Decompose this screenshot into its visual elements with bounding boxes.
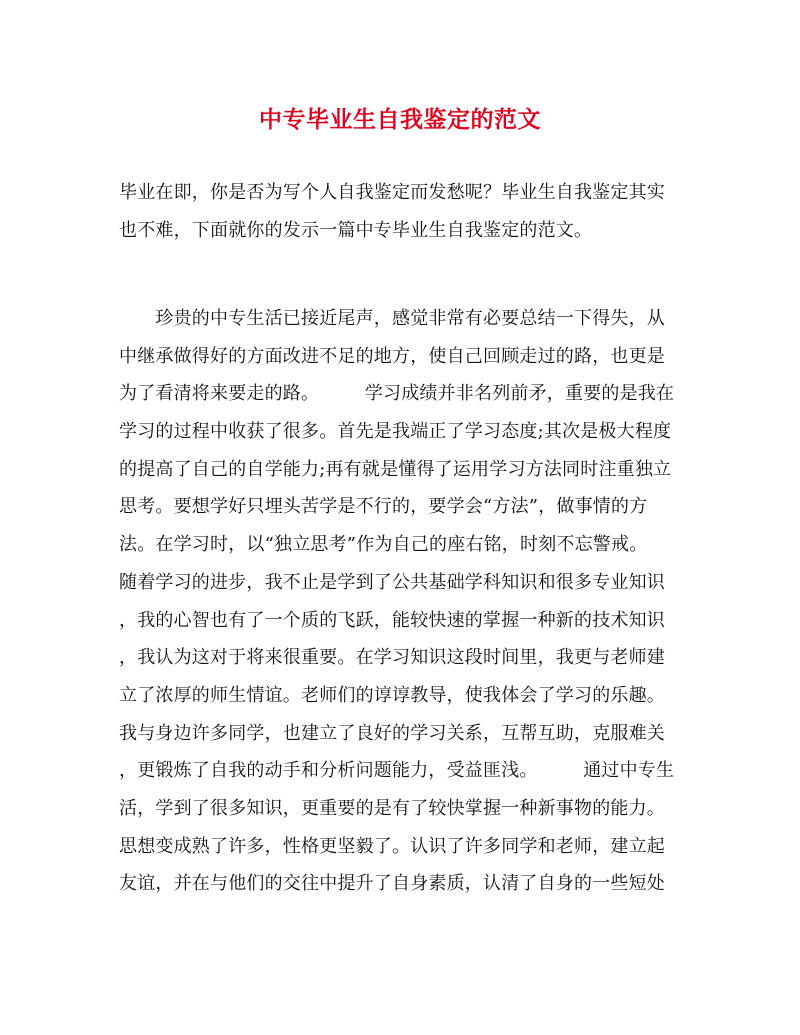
paragraph-line: 随着学习的进步，我不止是学到了公共基础学科知识和很多专业知识: [119, 571, 665, 593]
paragraph-line: 学习的过程中收获了很多。首先是我端正了学习态度;其次是极大程度: [119, 421, 672, 443]
paragraph-line: ，我认为这对于将来很重要。在学习知识这段时间里，我更与老师建: [119, 647, 665, 669]
paragraph-line: 为了看清将来要走的路。 学习成绩并非名列前矛，重要的是我在: [119, 383, 675, 405]
intro-paragraph: [119, 174, 684, 249]
paragraph-line: 活，学到了很多知识，更重要的是有了较快掌握一种新事物的能力。: [119, 797, 665, 819]
paragraph-line: 毕业在即，你是否为写个人自我鉴定而发愁呢？毕业生自我鉴定其实: [119, 182, 665, 203]
paragraph-line: ，更锻炼了自我的动手和分析问题能力，受益匪浅。 通过中专生: [119, 760, 675, 782]
paragraph-line: ，我的心智也有了一个质的飞跃，能较快速的掌握一种新的技术知识: [119, 609, 665, 631]
paragraph-line: 的提高了自己的自学能力;再有就是懂得了运用学习方法同时注重独立: [119, 458, 672, 480]
paragraph-line: 思考。要想学好只埋头苦学是不行的，要学会“方法”，做事情的方: [119, 496, 648, 518]
paragraph-line: 立了浓厚的师生情谊。老师们的谆谆教导，使我体会了学习的乐趣。: [119, 684, 665, 706]
paragraph-line: 我与身边许多同学，也建立了良好的学习关系，互帮互助，克服难关: [119, 722, 665, 744]
body-paragraph: [119, 300, 684, 903]
paragraph-line: 思想变成熟了许多，性格更坚毅了。认识了许多同学和老师，建立起: [119, 835, 665, 857]
paragraph-line: 珍贵的中专生活已接近尾声，感觉非常有必要总结一下得失，从: [119, 308, 665, 329]
page-title: 中专毕业生自我鉴定的范文: [259, 106, 541, 133]
paragraph-line: 中继承做得好的方面改进不足的地方，使自己回顾走过的路，也更是: [119, 345, 665, 367]
paragraph-line: 也不难，下面就你的发示一篇中专毕业生自我鉴定的范文。: [119, 219, 593, 241]
paragraph-line: 法。在学习时，以“独立思考”作为自己的座右铭，时刻不忘警戒。: [119, 534, 648, 556]
paragraph-line: 友谊，并在与他们的交往中提升了自身素质，认清了自身的一些短处: [119, 873, 665, 895]
